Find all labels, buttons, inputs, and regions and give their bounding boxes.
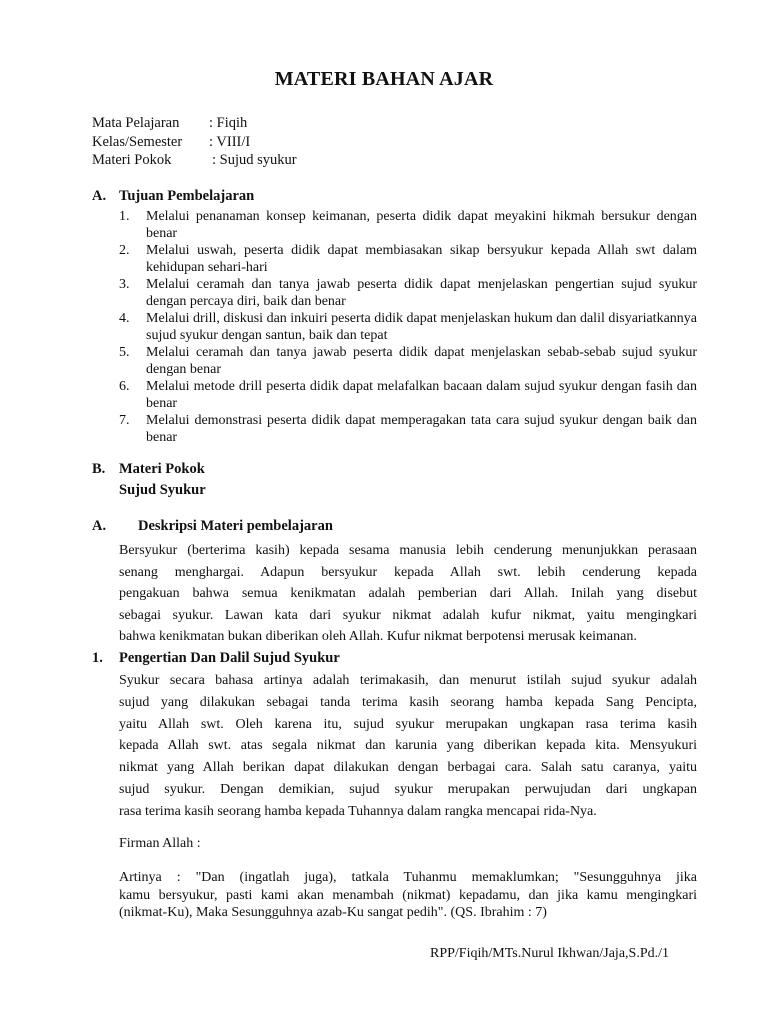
objectives-list: [119, 208, 697, 446]
paragraph-line: pengakuan bahwa semua kenikmatan adalah pemberian dari Allah. Inilah yang disebut: [119, 586, 697, 601]
list-item: [119, 310, 697, 344]
item-number: 4.: [119, 311, 130, 326]
item-text: Melalui ceramah dan tanya jawab peserta didik dapat menjelaskan sebab-sebab sujud syukur dengan benar: [146, 345, 697, 377]
definition-heading: [92, 650, 340, 667]
paragraph-line: rasa terima kasih seorang hamba kepada Tuhannya dalam rangka mencapai rida-Nya.: [119, 803, 597, 819]
definition-paragraph: [119, 670, 697, 823]
section-a-heading: [92, 188, 254, 205]
item-text: Melalui demonstrasi peserta didik dapat memperagakan tata cara sujud syukur dengan baik dan benar: [146, 413, 697, 445]
item-text: Melalui ceramah dan tanya jawab peserta didik dapat menjelaskan pengertian sujud syukur dengan percaya diri, baik dan benar: [146, 277, 697, 309]
section-letter: A.: [92, 518, 107, 534]
list-item: [119, 378, 697, 412]
section-b-subheading: Sujud Syukur: [119, 482, 206, 498]
paragraph-line: sujud yang dilakukan sebagai tanda terima kasih seorang hamba kepada Sang Pencipta,: [119, 694, 697, 710]
item-number: 5.: [119, 345, 130, 360]
item-text: Melalui drill, diskusi dan inkuiri peserta didik dapat menjelaskan hukum dan dalil disyariatkannya sujud syukur dengan santun, baik dan tepat: [146, 311, 697, 343]
paragraph-line: kamu bersyukur, pasti kami akan menambah (nikmat) kepadamu, dan jika kamu mengingkari: [119, 887, 697, 903]
meta-row-subject: [92, 114, 297, 133]
meta-value: : Sujud syukur: [212, 152, 297, 168]
meta-block: [92, 114, 297, 170]
meta-label: Mata Pelajaran: [92, 115, 180, 131]
meta-row-class: [92, 133, 297, 152]
item-text: Melalui penanaman konsep keimanan, peserta didik dapat meyakini hikmah bersukur dengan benar: [146, 209, 697, 241]
paragraph-line: Syukur secara bahasa artinya adalah terimakasih, dan menurut istilah sujud syukur adalah: [119, 673, 697, 688]
section-b-heading: [92, 461, 205, 478]
paragraph-line: bahwa kenikmatan bukan diberikan oleh Allah. Kufur nikmat berpotensi merusak keimanan.: [119, 629, 637, 644]
section-title: Deskripsi Materi pembelajaran: [138, 518, 333, 534]
firman-label: Firman Allah :: [119, 836, 201, 851]
section-number: 1.: [92, 650, 103, 666]
paragraph-line: Artinya : "Dan (ingatlah juga), tatkala Tuhanmu memaklumkan; "Sesungguhnya jika: [119, 870, 697, 885]
translation-paragraph: [119, 869, 697, 922]
section-letter: B.: [92, 461, 106, 477]
item-number: 6.: [119, 379, 130, 394]
description-heading: [92, 518, 333, 535]
item-text: Melalui metode drill peserta didik dapat melafalkan bacaan dalam sujud syukur dengan fasih dan benar: [146, 379, 697, 411]
meta-label: Kelas/Semester: [92, 133, 183, 150]
paragraph-line: (nikmat-Ku), Maka Sesungguhnya azab-Ku sangat pedih". (QS. Ibrahim : 7): [119, 905, 547, 920]
item-text: Melalui uswah, peserta didik dapat membiasakan sikap bersyukur kepada Allah swt dalam kehidupan sehari-hari: [146, 243, 697, 275]
paragraph-line: nikmat yang Allah berikan dapat dilakukan dengan berbagai cara. Salah satu caranya, yaitu: [119, 760, 697, 776]
list-item: [119, 242, 697, 276]
paragraph-line: yaitu Allah swt. Oleh karena itu, sujud syukur merupakan ungkapan rasa terima kasih: [119, 716, 697, 732]
list-item: [119, 412, 697, 446]
section-title: Pengertian Dan Dalil Sujud Syukur: [119, 650, 340, 666]
paragraph-line: sebagai syukur. Lawan kata dari syukur nikmat adalah kufur nikmat, yaitu mengingkari: [119, 607, 697, 623]
list-item: [119, 276, 697, 310]
paragraph-line: kepada Allah swt. atas segala nikmat dan karunia yang diberikan kepada kita. Mensyukuri: [119, 738, 697, 754]
list-item: [119, 208, 697, 242]
meta-value: : VIII/I: [209, 133, 251, 150]
list-item: [119, 344, 697, 378]
section-title: Tujuan Pembelajaran: [119, 188, 255, 204]
section-title: Materi Pokok: [119, 461, 205, 477]
meta-value: : Fiqih: [209, 115, 248, 131]
document-title: MATERI BAHAN AJAR: [274, 68, 494, 90]
meta-label: Materi Pokok: [92, 152, 172, 168]
description-paragraph: [119, 540, 697, 648]
item-number: 1.: [119, 209, 130, 224]
meta-row-topic: [92, 151, 297, 170]
page-footer: RPP/Fiqih/MTs.Nurul Ikhwan/Jaja,S.Pd./1: [430, 946, 669, 961]
item-number: 3.: [119, 277, 130, 292]
section-letter: A.: [92, 188, 107, 204]
paragraph-line: senang menghargai. Adapun bersyukur kepada Allah swt. lebih cenderung kepada: [119, 564, 697, 580]
item-number: 7.: [119, 413, 130, 428]
paragraph-line: sujud syukur. Dengan demikian, sujud syukur merupakan perwujudan dari ungkapan: [119, 781, 697, 797]
paragraph-line: Bersyukur (berterima kasih) kepada sesama manusia lebih cenderung menunjukkan perasaan: [119, 543, 697, 558]
item-number: 2.: [119, 243, 130, 258]
